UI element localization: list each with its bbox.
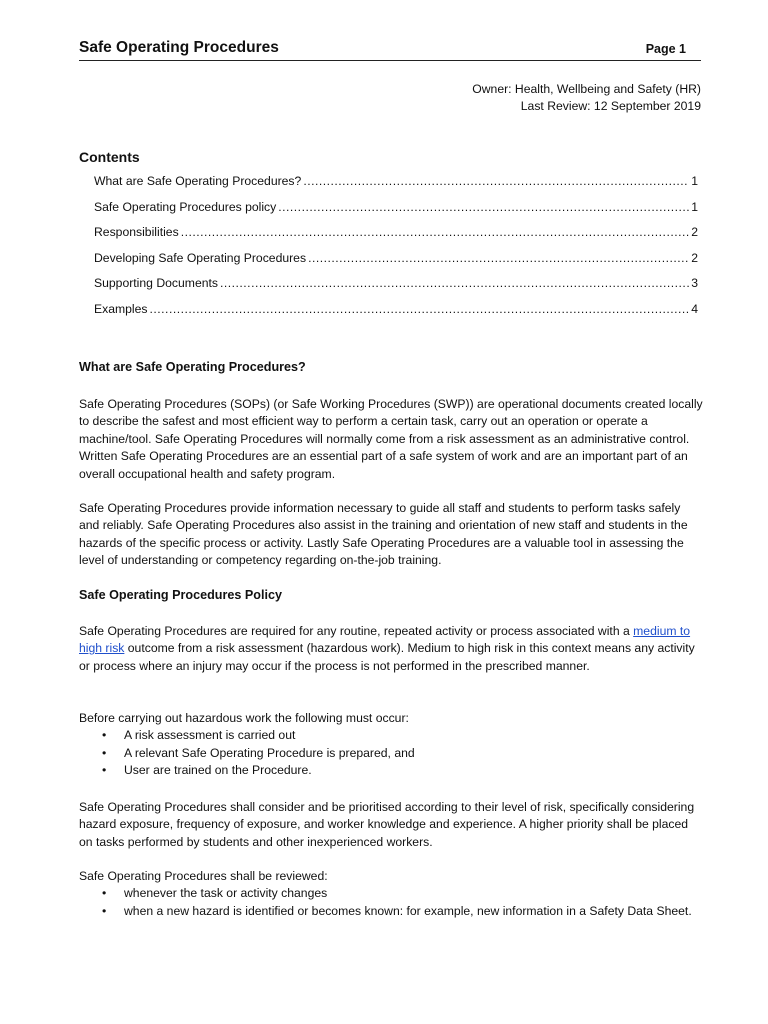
- toc-item-label: Responsibilities: [94, 225, 179, 239]
- toc-leader-dots: [181, 223, 690, 241]
- toc-item-label: Examples: [94, 301, 148, 316]
- table-of-contents: [94, 172, 698, 325]
- bullet-icon: •: [102, 903, 107, 918]
- list-item: [79, 903, 704, 920]
- toc-item-page: 3: [691, 276, 698, 290]
- list-item-text: when a new hazard is identified or becomes known: for example, new information in a Safety Data Sheet.: [124, 903, 692, 918]
- paragraph-text: [79, 623, 704, 675]
- bullet-icon: •: [102, 728, 107, 743]
- toc-item-page: 1: [691, 174, 698, 188]
- paragraph-text-end: outcome from a risk assessment (hazardous work). Medium to high risk in this context means any activity or process where an injury may occur if the process is not performed in the prescribed manner.: [79, 641, 695, 673]
- paragraph-text: Safe Operating Procedures shall be reviewed:: [79, 869, 328, 883]
- medium-to-high-risk-link[interactable]: medium to high risk: [79, 624, 691, 656]
- toc-leader-dots: [278, 198, 689, 216]
- list-item: [79, 762, 704, 779]
- toc-leader-dots: [150, 300, 690, 318]
- toc-item-page: 4: [691, 301, 698, 316]
- list-item: [79, 745, 704, 762]
- toc-item-developing-sops[interactable]: [94, 249, 698, 275]
- document-title: Safe Operating Procedures: [79, 39, 279, 56]
- toc-item-supporting-documents[interactable]: [94, 274, 698, 300]
- last-review-line: Last Review: 12 September 2019: [520, 99, 701, 113]
- toc-item-label: Developing Safe Operating Procedures: [94, 250, 307, 265]
- toc-leader-dots: [308, 249, 689, 267]
- toc-item-page: 2: [691, 225, 698, 239]
- owner-line: Owner: Health, Wellbeing and Safety (HR): [472, 82, 701, 96]
- review-triggers-list: [79, 885, 704, 920]
- section1-paragraph-1: [79, 396, 704, 483]
- section2-paragraph-3: [79, 799, 704, 851]
- toc-leader-dots: [303, 172, 689, 190]
- list-item: [79, 727, 704, 744]
- list-item-text: A relevant Safe Operating Procedure is prepared, and: [124, 745, 415, 760]
- paragraph-text: Safe Operating Procedures provide information necessary to guide all staff and students to perform tasks safely and reliably. Safe Operating Procedures also assist in the training and orientation of new staff and students in the hazards of the specific process or activity. Lastly Safe Operating Procedures are a valuable tool in assessing the level of understanding or competency regarding on-the-job training.: [79, 501, 688, 568]
- section2-paragraph-2: [79, 710, 704, 780]
- section-heading-what-are-sops: What are Safe Operating Procedures?: [79, 360, 306, 374]
- page-number: Page 1: [645, 42, 686, 56]
- list-item: [79, 885, 704, 902]
- paragraph-text: Safe Operating Procedures shall consider and be prioritised according to their level of risk, specifically considering hazard exposure, frequency of exposure, and worker knowledge and experience. A higher priority shall be placed on tasks performed by students and other inexperienced workers.: [79, 800, 695, 849]
- toc-item-what-are-sops[interactable]: [94, 172, 698, 198]
- toc-item-label: Supporting Documents: [94, 276, 218, 290]
- list-item-text: User are trained on the Procedure.: [124, 763, 312, 778]
- page-header: [79, 38, 701, 61]
- toc-item-page: 2: [691, 250, 698, 265]
- list-item-text: whenever the task or activity changes: [124, 886, 328, 901]
- section2-paragraph-1: [79, 623, 704, 675]
- toc-leader-dots: [220, 274, 689, 292]
- bullet-icon: •: [102, 886, 107, 901]
- bullet-icon: •: [102, 763, 107, 778]
- contents-heading: Contents: [79, 149, 140, 165]
- hazardous-work-requirements-list: [79, 727, 704, 779]
- toc-item-label: Safe Operating Procedures policy: [94, 199, 277, 214]
- toc-item-examples[interactable]: [94, 300, 698, 326]
- paragraph-text: Before carrying out hazardous work the following must occur:: [79, 711, 409, 725]
- section2-paragraph-4: [79, 868, 704, 920]
- list-item-text: A risk assessment is carried out: [124, 728, 296, 743]
- paragraph-text-start: Safe Operating Procedures are required for any routine, repeated activity or process associated with a: [79, 624, 634, 638]
- paragraph-text: Safe Operating Procedures (SOPs) (or Safe Working Procedures (SWP)) are operational documents created locally to describe the safest and most efficient way to perform a certain task, carry out an operation or operate a machine/tool. Safe Operating Procedures will normally come from a risk assessment as an administrative control. Written Safe Operating Procedures are an essential part of a safe system of work and are an important part of an overall occupational health and safety program.: [79, 397, 703, 481]
- toc-item-page: 1: [691, 199, 698, 214]
- toc-item-sop-policy[interactable]: [94, 198, 698, 224]
- document-meta: [472, 81, 701, 115]
- section-heading-sop-policy: Safe Operating Procedures Policy: [79, 588, 282, 602]
- toc-item-label: What are Safe Operating Procedures?: [94, 174, 302, 188]
- section1-paragraph-2: [79, 500, 704, 570]
- toc-item-responsibilities[interactable]: [94, 223, 698, 249]
- bullet-icon: •: [102, 745, 107, 760]
